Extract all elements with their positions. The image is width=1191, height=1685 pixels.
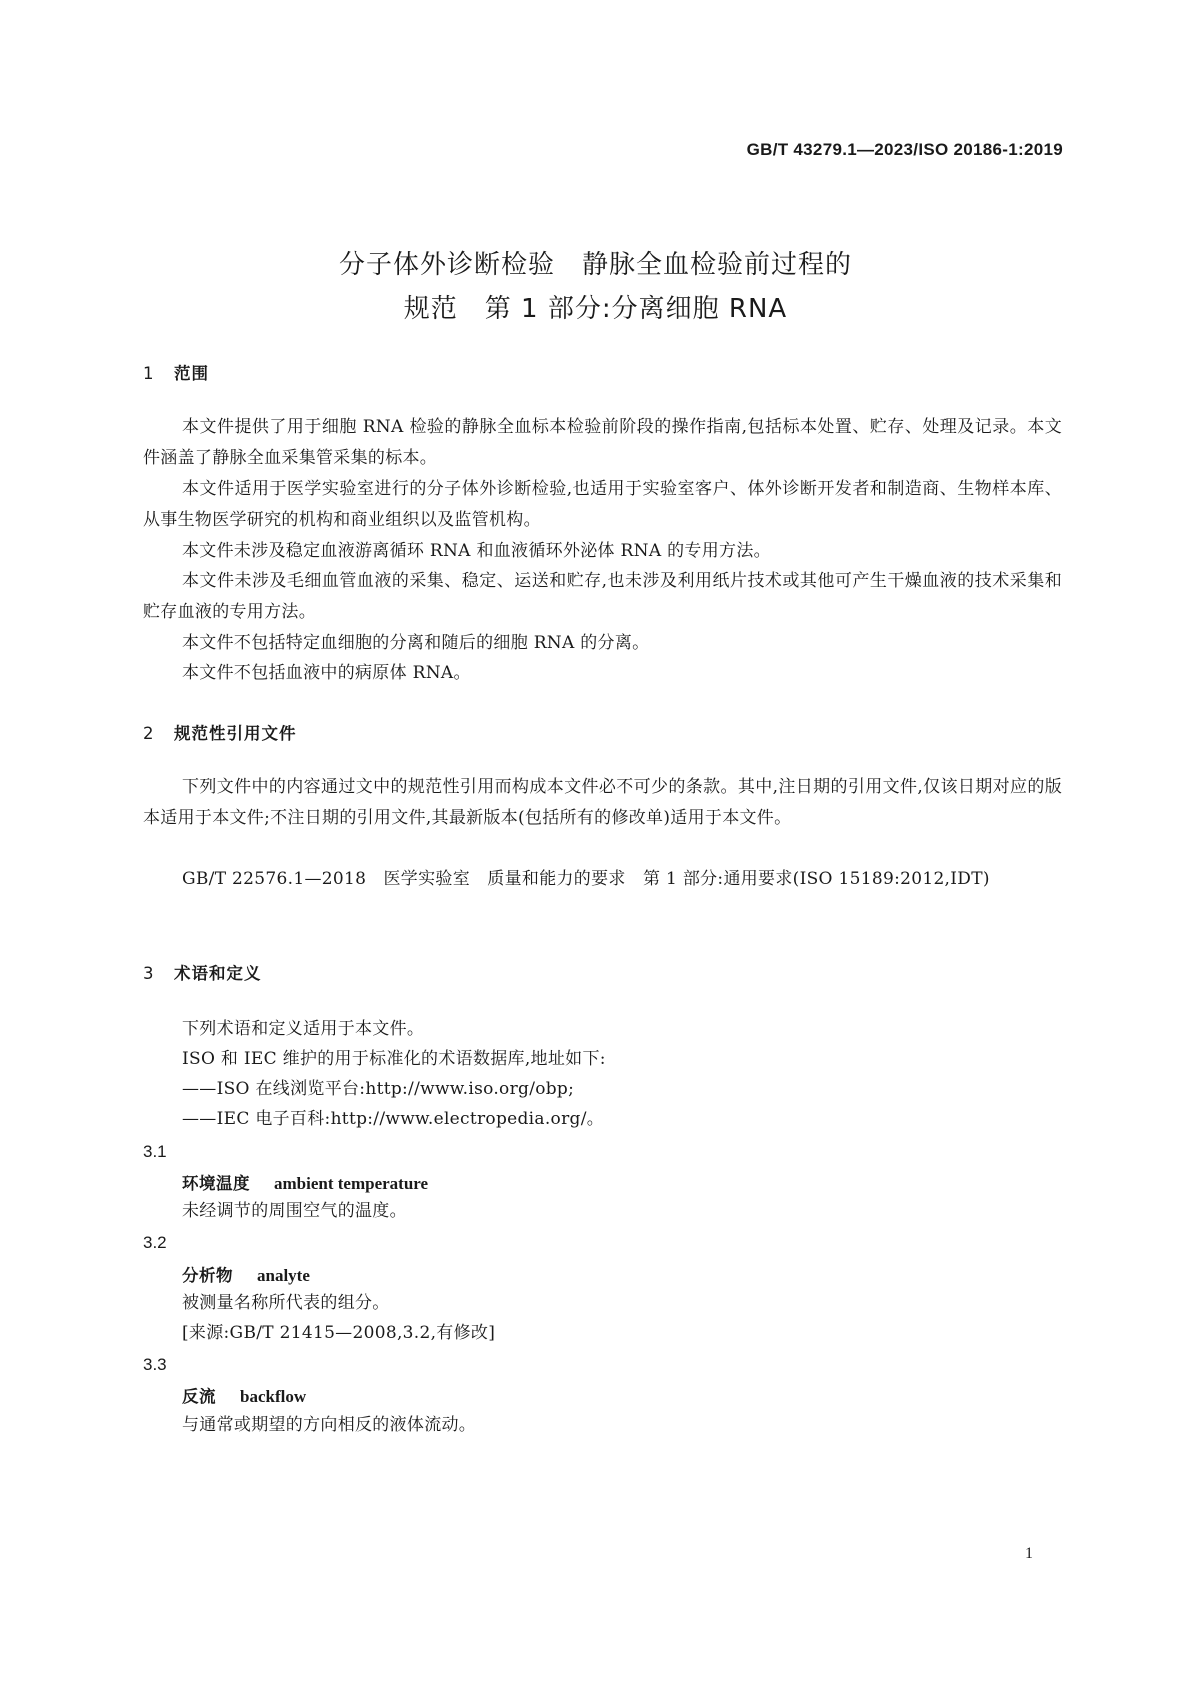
paragraph: 本文件不包括血液中的病原体 RNA。 bbox=[182, 663, 471, 683]
paragraph: ISO 和 IEC 维护的用于标准化的术语数据库,地址如下: bbox=[182, 1049, 606, 1069]
section-title: 术语和定义 bbox=[174, 964, 262, 983]
page-number: 1 bbox=[1025, 1545, 1033, 1562]
paragraph: 本文件适用于医学实验室进行的分子体外诊断检验,也适用于实验室客户、体外诊断开发者和制造商、生物样本库、从事生物医学研究的机构和商业组织以及监管机构。 bbox=[143, 479, 1062, 530]
paragraph: 本文件提供了用于细胞 RNA 检验的静脉全血标本检验前阶段的操作指南,包括标本处置、贮存、处理及记录。本文件涵盖了静脉全血采集管采集的标本。 bbox=[143, 417, 1062, 468]
term-heading bbox=[182, 1383, 306, 1407]
term-definition: 与通常或期望的方向相反的液体流动。 bbox=[182, 1415, 477, 1435]
section-title: 范围 bbox=[174, 364, 209, 383]
term-en: ambient temperature bbox=[274, 1174, 429, 1193]
section-title: 规范性引用文件 bbox=[174, 724, 297, 743]
term-heading bbox=[182, 1170, 428, 1194]
term-zh: 分析物 bbox=[182, 1266, 233, 1285]
section-heading-normative-references bbox=[143, 720, 297, 744]
paragraph: 本文件不包括特定血细胞的分离和随后的细胞 RNA 的分离。 bbox=[182, 633, 650, 653]
term-number: 3.2 bbox=[143, 1233, 167, 1252]
paragraph: 下列文件中的内容通过文中的规范性引用而构成本文件必不可少的条款。其中,注日期的引用文件,仅该日期对应的版本适用于本文件;不注日期的引用文件,其最新版本(包括所有的修改单)适用于本文件。 bbox=[143, 777, 1062, 828]
section-number: 2 bbox=[143, 724, 155, 743]
section-heading-scope bbox=[143, 360, 209, 384]
section-number: 1 bbox=[143, 364, 155, 383]
term-en: analyte bbox=[257, 1266, 310, 1285]
section-number: 3 bbox=[143, 964, 155, 983]
standard-code: GB/T 43279.1—2023/ISO 20186-1:2019 bbox=[746, 140, 1063, 159]
paragraph: 本文件未涉及稳定血液游离循环 RNA 和血液循环外泌体 RNA 的专用方法。 bbox=[182, 541, 771, 561]
document-title-line1: 分子体外诊断检验 静脉全血检验前过程的 bbox=[338, 250, 852, 280]
term-zh: 环境温度 bbox=[182, 1174, 250, 1193]
paragraph: 下列术语和定义适用于本文件。 bbox=[182, 1019, 425, 1039]
term-definition: 被测量名称所代表的组分。 bbox=[182, 1293, 390, 1313]
term-source: [来源:GB/T 21415—2008,3.2,有修改] bbox=[182, 1323, 496, 1343]
list-item-iec-link: ——IEC 电子百科:http://www.electropedia.org/。 bbox=[182, 1109, 605, 1129]
reference-entry: GB/T 22576.1—2018 医学实验室 质量和能力的要求 第 1 部分:通用要求(ISO 15189:2012,IDT) bbox=[182, 869, 990, 889]
list-item-iso-link: ——ISO 在线浏览平台:http://www.iso.org/obp; bbox=[182, 1079, 575, 1099]
paragraph: 本文件未涉及毛细血管血液的采集、稳定、运送和贮存,也未涉及利用纸片技术或其他可产生干燥血液的技术采集和贮存血液的专用方法。 bbox=[143, 571, 1062, 622]
term-number: 3.3 bbox=[143, 1355, 167, 1374]
term-en: backflow bbox=[240, 1387, 307, 1406]
term-definition: 未经调节的周围空气的温度。 bbox=[182, 1201, 407, 1221]
section-heading-terms bbox=[143, 960, 262, 984]
document-title-line2: 规范 第 1 部分:分离细胞 RNA bbox=[403, 294, 788, 324]
term-zh: 反流 bbox=[182, 1387, 216, 1406]
term-heading bbox=[182, 1262, 310, 1286]
term-number: 3.1 bbox=[143, 1142, 167, 1161]
